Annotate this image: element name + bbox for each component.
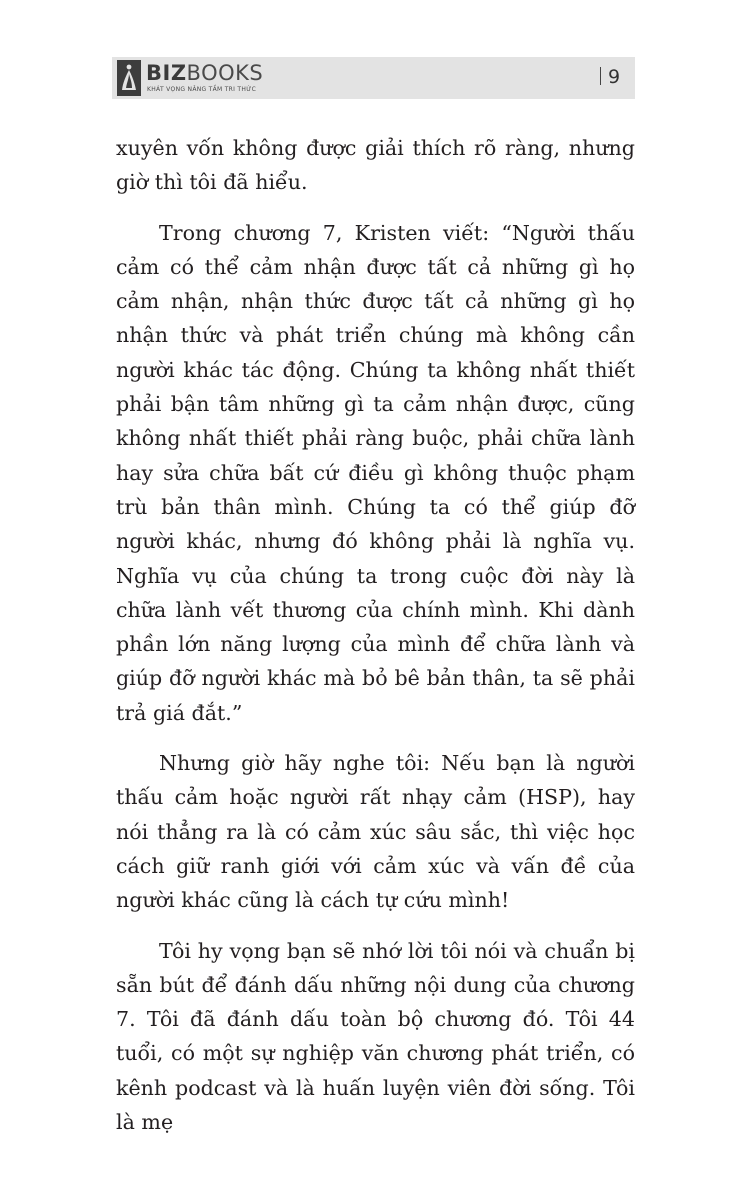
bizbooks-logo-icon	[117, 60, 141, 96]
paragraph: Tôi hy vọng bạn sẽ nhớ lời tôi nói và chuẩn bị sẵn bút để đánh dấu những nội dung của chương 7. Tôi đã đánh dấu toàn bộ chương đó. Tôi 44 tuổi, có một sự nghiệp văn chương phát triển, có kênh podcast và là huấn luyện viên đời sống. Tôi là mẹ	[116, 938, 635, 1135]
brand-tagline: KHÁT VỌNG NÂNG TẦM TRI THỨC	[147, 86, 257, 93]
paragraph: xuyên vốn không được giải thích rõ ràng, nhưng giờ thì tôi đã hiểu.	[116, 136, 635, 195]
paragraph: Trong chương 7, Kristen viết: “Người thấu cảm có thể cảm nhận được tất cả những gì họ cảm nhận, nhận thức được tất cả những gì họ nhận thức và phát triển chúng mà không cần người khác tác động. Chúng ta không nhất thiết phải bận tâm những gì ta cảm nhận được, cũng không nhất thiết phải ràng buộc, phải chữa lành hay sửa chữa bất cứ điều gì không thuộc phạm trù bản thân mình. Chúng ta có thể giúp đỡ người khác, nhưng đó không phải là nghĩa vụ. Nghĩa vụ của chúng ta trong cuộc đời này là chữa lành vết thương của chính mình. Khi dành phần lớn năng lượng của mình để chữa lành và giúp đỡ người khác mà bỏ bê bản thân, ta sẽ phải trả giá đắt.”	[116, 220, 635, 725]
body-text	[116, 131, 635, 1155]
page-number-divider	[600, 67, 601, 85]
brand-name: BIZBOOKS	[146, 61, 264, 85]
page-number: 9	[600, 66, 620, 88]
paragraph: Nhưng giờ hãy nghe tôi: Nếu bạn là người thấu cảm hoặc người rất nhạy cảm (HSP), hay nói thẳng ra là có cảm xúc sâu sắc, thì việc học cách giữ ranh giới với cảm xúc và vấn đề của người khác cũng là cách tự cứu mình!	[116, 751, 635, 913]
